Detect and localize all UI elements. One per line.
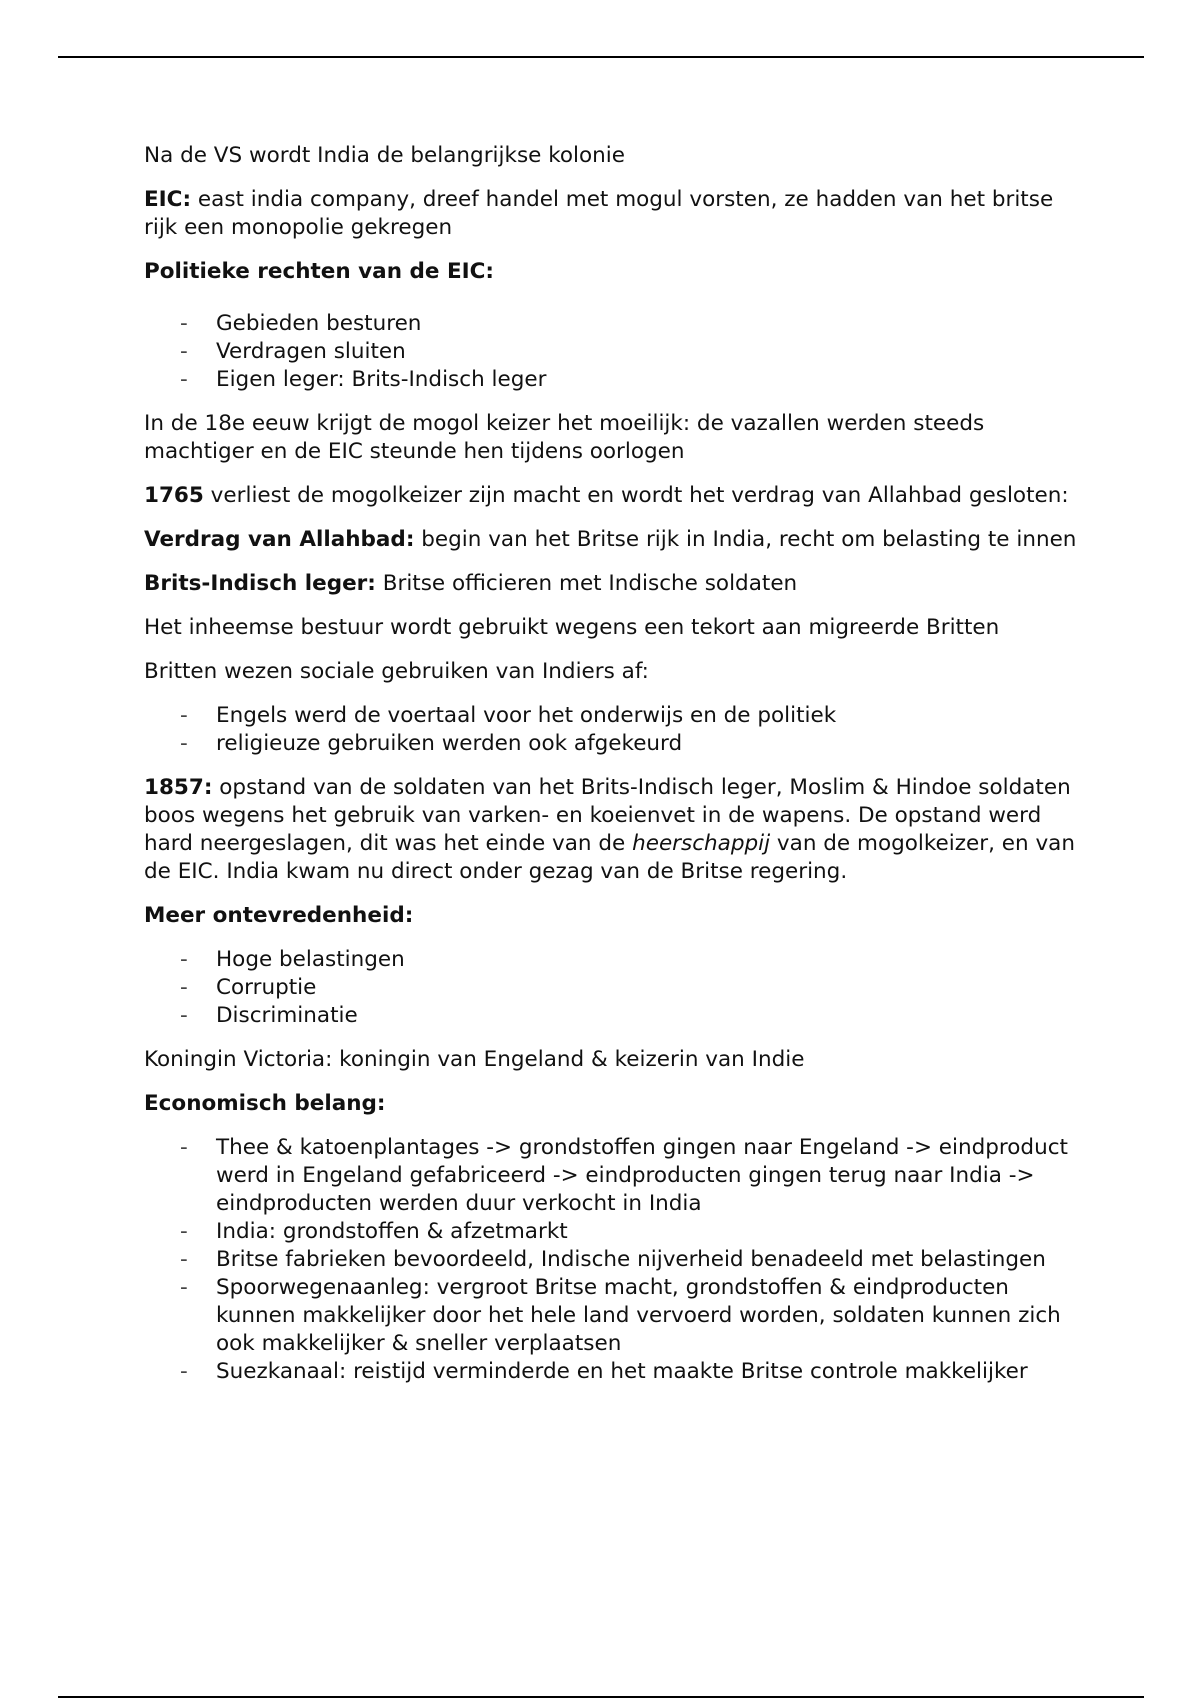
- list-item-text: Engels werd de voertaal voor het onderwijs en de politiek: [216, 703, 837, 728]
- list-item: [144, 1246, 1084, 1274]
- heading-politieke-rechten: Politieke rechten van de EIC:: [144, 259, 495, 284]
- dash-bullet: -: [180, 339, 188, 364]
- list-item: [144, 366, 1084, 394]
- gebruiken-paragraph: Britten wezen sociale gebruiken van Indiers af:: [144, 659, 649, 684]
- list-item-text: Britse fabrieken bevoordeeld, Indische nijverheid benadeeld met belastingen: [216, 1247, 1046, 1272]
- allahbad-term: Verdrag van Allahbad:: [144, 527, 415, 552]
- list-item-text: Verdragen sluiten: [216, 339, 406, 364]
- dash-bullet: -: [180, 1247, 188, 1272]
- list-economisch-belang: [144, 1134, 1084, 1386]
- intro-paragraph: Na de VS wordt India de belangrijkse kolonie: [144, 143, 625, 168]
- dash-bullet: -: [180, 1003, 188, 1028]
- eic-paragraph: [144, 186, 1084, 242]
- list-item-text: Spoorwegenaanleg: vergroot Britse macht, grondstoffen & eindproducten kunnen makkelijker door het hele land vervoerd worden, soldaten kunnen zich ook makkelijker & sneller verplaatsen: [216, 1275, 1061, 1356]
- heading-economisch-belang: Economisch belang:: [144, 1091, 386, 1116]
- bestuur-paragraph: Het inheemse bestuur wordt gebruikt wegens een tekort aan migreerde Britten: [144, 615, 1000, 640]
- list-item: [144, 1134, 1084, 1218]
- eic-term: EIC:: [144, 187, 192, 212]
- list-item: [144, 1358, 1084, 1386]
- allahbad-definition: begin van het Britse rijk in India, recht om belasting te innen: [414, 527, 1077, 552]
- list-item: [144, 310, 1084, 338]
- dash-bullet: -: [180, 367, 188, 392]
- year-1765-text: verliest de mogolkeizer zijn macht en wordt het verdrag van Allahbad gesloten:: [203, 483, 1069, 508]
- list-item: [144, 974, 1084, 1002]
- list-item: [144, 730, 1084, 758]
- list-item-text: Thee & katoenplantages -> grondstoffen gingen naar Engeland -> eindproduct werd in Engeland gefabriceerd -> eindproducten gingen terug naar India -> eindproducten werden duur verkocht in India: [216, 1135, 1068, 1216]
- list-item-text: Suezkanaal: reistijd verminderde en het maakte Britse controle makkelijker: [216, 1359, 1028, 1384]
- dash-bullet: -: [180, 703, 188, 728]
- dash-bullet: -: [180, 731, 188, 756]
- list-item-text: Hoge belastingen: [216, 947, 405, 972]
- footer-rule: [58, 1696, 1144, 1698]
- heading-ontevredenheid: Meer ontevredenheid:: [144, 903, 414, 928]
- year-1857-paragraph: [144, 774, 1084, 886]
- list-item-text: Eigen leger: Brits-Indisch leger: [216, 367, 547, 392]
- list-item: [144, 1002, 1084, 1030]
- mogol-paragraph: In de 18e eeuw krijgt de mogol keizer het moeilijk: de vazallen werden steeds machtiger en de EIC steunde hen tijdens oorlogen: [144, 411, 985, 464]
- eic-definition: east india company, dreef handel met mogul vorsten, ze hadden van het britse rijk een monopolie gekregen: [144, 187, 1054, 240]
- list-item: [144, 702, 1084, 730]
- dash-bullet: -: [180, 1359, 188, 1384]
- document-body: [144, 142, 1084, 1402]
- list-gebruiken: [144, 702, 1084, 758]
- leger-definition: Britse officieren met Indische soldaten: [375, 571, 798, 596]
- year-1857-text-b: van de mogolkeizer, en van de EIC. India kwam nu direct onder gezag van de Britse regering.: [144, 831, 1075, 884]
- year-1765: 1765: [144, 483, 204, 508]
- leger-term: Brits-Indisch leger:: [144, 571, 376, 596]
- dash-bullet: -: [180, 1275, 188, 1300]
- header-rule: [58, 56, 1144, 58]
- list-item: [144, 1274, 1084, 1358]
- dash-bullet: -: [180, 947, 188, 972]
- victoria-paragraph: Koningin Victoria: koningin van Engeland & keizerin van Indie: [144, 1047, 805, 1072]
- list-item-text: India: grondstoffen & afzetmarkt: [216, 1219, 568, 1244]
- year-1857-text-a: opstand van de soldaten van het Brits-Indisch leger, Moslim & Hindoe soldaten boos wegens het gebruik van varken- en koeienvet in de wapens. De opstand werd hard neergeslagen, dit was het einde van de: [144, 775, 1071, 856]
- year-1765-paragraph: [144, 482, 1084, 510]
- list-item-text: Discriminatie: [216, 1003, 358, 1028]
- allahbad-paragraph: [144, 526, 1084, 554]
- list-item-text: religieuze gebruiken werden ook afgekeurd: [216, 731, 683, 756]
- list-item-text: Gebieden besturen: [216, 311, 422, 336]
- list-politieke-rechten: [144, 310, 1084, 394]
- leger-paragraph: [144, 570, 1084, 598]
- list-item-text: Corruptie: [216, 975, 317, 1000]
- dash-bullet: -: [180, 1219, 188, 1244]
- dash-bullet: -: [180, 1135, 188, 1160]
- list-ontevredenheid: [144, 946, 1084, 1030]
- year-1857: 1857:: [144, 775, 213, 800]
- dash-bullet: -: [180, 311, 188, 336]
- list-item: [144, 1218, 1084, 1246]
- heerschappij-word: heerschappij: [632, 831, 771, 856]
- list-item: [144, 338, 1084, 366]
- dash-bullet: -: [180, 975, 188, 1000]
- list-item: [144, 946, 1084, 974]
